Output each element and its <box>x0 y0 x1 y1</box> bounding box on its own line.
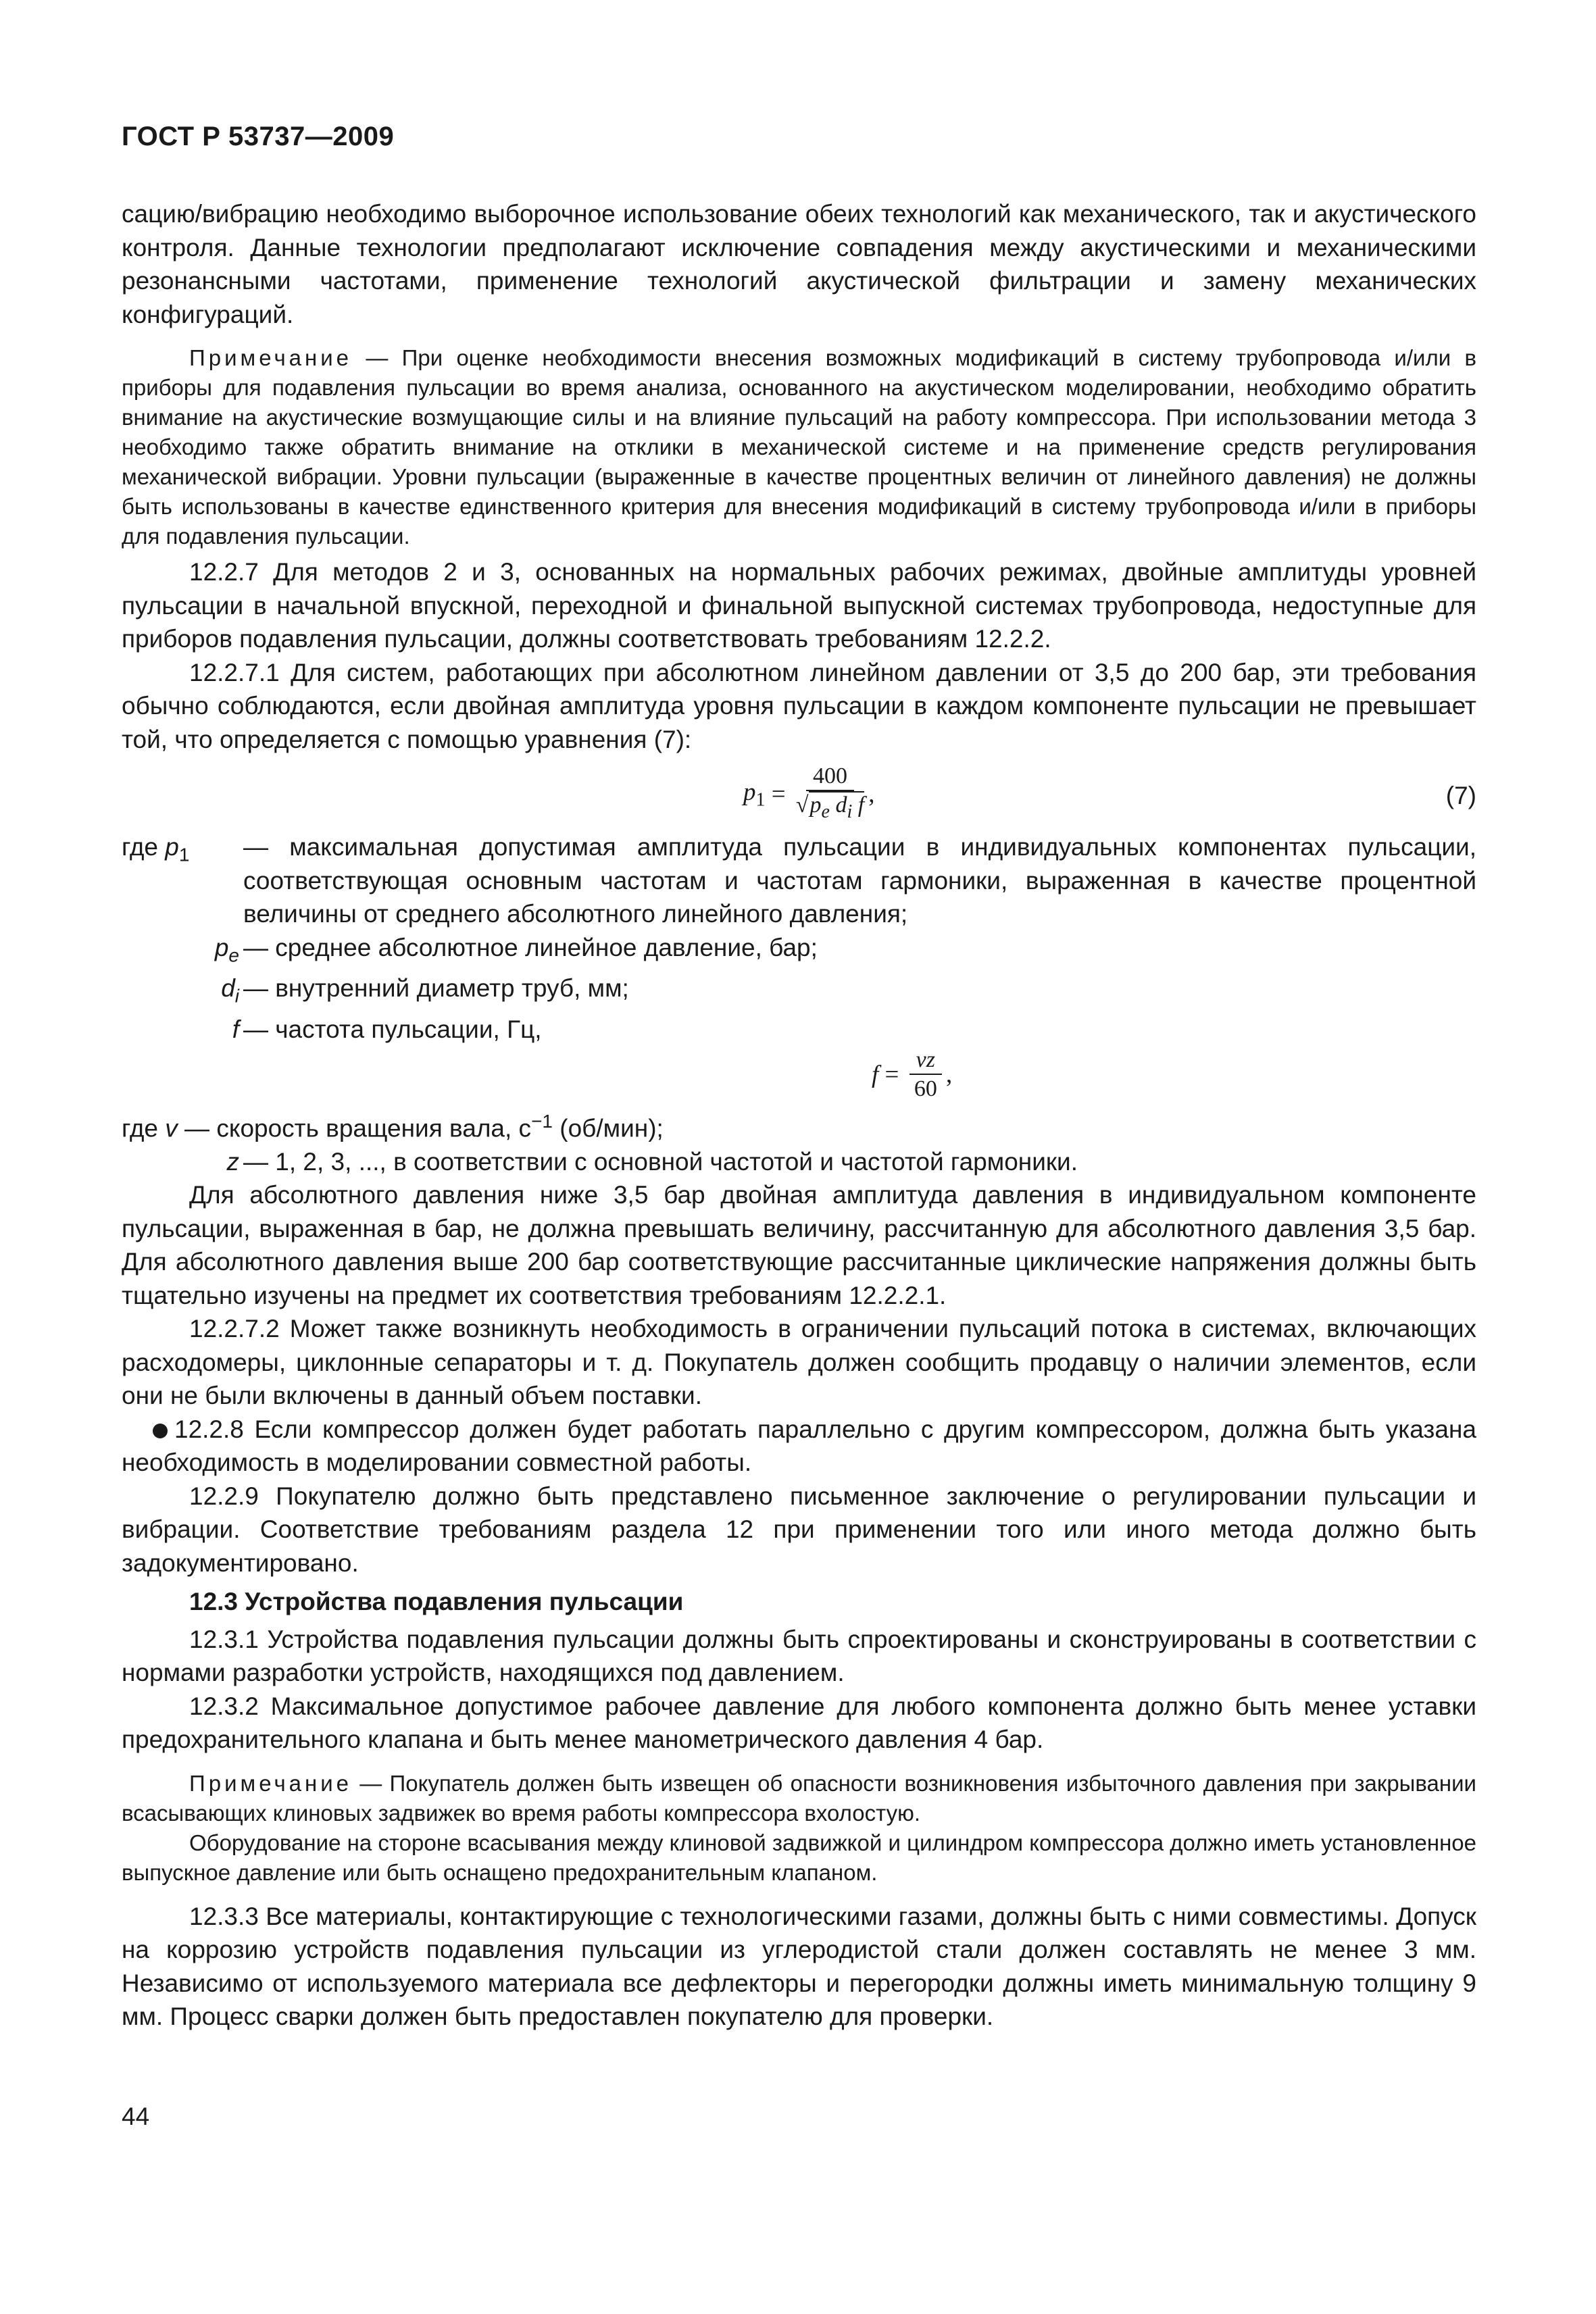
note-1 <box>122 343 1476 551</box>
clause-12-3-1: 12.3.1 Устройства подавления пульсации должны быть спроектированы и сконструированы в соответствии с нормами разработки устройств, находящихся под давлением. <box>122 1625 1476 1687</box>
equation-7 <box>122 756 1476 830</box>
page-content <box>122 197 1476 2034</box>
definition-row: $p_e$ — среднее абсолютное линейное давление, бар; <box>214 933 818 965</box>
document-header: ГОСТ Р 53737—2009 <box>122 122 395 151</box>
definition-row: где $p_1$ — максимальная допустимая амплитуда пульсации в индивидуальных компонентах пульсации, соответствующая основным частотам и частотам гармоники, выраженная в качестве процентной величины от среднего абсолютного линейного давления; <box>122 833 1476 928</box>
clause-12-2-7-1: 12.2.7.1 Для систем, работающих при абсолютном линейном давлении от 3,5 до 200 бар, эти требования обычно соблюдаются, если двойная амплитуда уровня пульсации в каждом компоненте пульсации не превышает той, что определяется с помощью уравнения (7): <box>122 658 1476 753</box>
clause-12-3-2: 12.3.2 Максимальное допустимое рабочее давление для любого компонента должно быть менее уставки предохранительного клапана и быть менее манометрического давления 4 бар. <box>122 1692 1476 1754</box>
clause-12-2-8: 12.2.8 Если компрессор должен будет работать параллельно с другим компрессором, должна быть указана необходимость в моделировании совместной работы. <box>122 1415 1476 1477</box>
frequency-fraction: $\frac{vz}{60}$ <box>909 1047 942 1103</box>
equation-7-fraction: $\frac{400}{√p_e d_i f}$ <box>795 763 865 822</box>
definition-row: f — частота пульсации, Гц, <box>232 1015 542 1044</box>
clause-12-2-7: 12.2.7 Для методов 2 и 3, основанных на нормальных рабочих режимах, двойные амплитуды уровней пульсации в начальной впускной, переходной и финальной выпускной системах трубопровода, недоступные для приборов подавления пульсации, должны соответствовать требованиям 12.2.2. <box>122 558 1476 653</box>
note-label: Примечание <box>189 1770 353 1796</box>
equation-7-expression: $p_1$ = $\frac{400}{√p_e d_i f}$ , <box>743 763 874 826</box>
definition-row: z — 1, 2, 3, ..., в соответствии с основной частотой и частотой гармоники. <box>226 1147 1078 1176</box>
definitions-list <box>122 830 1476 1047</box>
definitions-list-2 <box>122 1105 1476 1178</box>
note-2 <box>122 1769 1476 1828</box>
change-marker-bullet-icon <box>153 1424 168 1438</box>
paragraph-continuation: сацию/вибрацию необходимо выборочное использование обеих технологий как механического, так и акустического контроля. Данные технологии предполагают исключение совпадения между акустическими и механическими резонансными частотами, применение технологий акустической фильтрации и замену механических конфигураций. <box>122 200 1476 328</box>
note-label: Примечание <box>189 345 353 370</box>
clause-12-2-9: 12.2.9 Покупателю должно быть представлено письменное заключение о регулировании пульсации и вибрации. Соответствие требованиям раздела 12 при применении того или иного метода должно быть задокументировано. <box>122 1482 1476 1577</box>
paragraph-absolute-pressure: Для абсолютного давления ниже 3,5 бар двойная амплитуда давления в индивидуальном компоненте пульсации, выраженная в бар, не должна превышать величину, рассчитанную для абсолютного давления 3,5 бар. Для абсолютного давления выше 200 бар соответствующие рассчитанные циклические напряжения должны быть тщательно изучены на предмет их соответствия требованиям 12.2.2.1. <box>122 1181 1476 1309</box>
section-heading-12-3: 12.3 Устройства подавления пульсации <box>189 1588 684 1616</box>
clause-12-3-3: 12.3.3 Все материалы, контактирующие с технологическими газами, должны быть с ними совместимы. Допуск на коррозию устройств подавления пульсации из углеродистой стали должен составлять не менее 3 мм. Независимо от используемого материала все дефлекторы и перегородки должны иметь минимальную толщину 9 мм. Процесс сварки должен быть предоставлен покупателю для проверки. <box>122 1902 1476 2031</box>
note-2-continuation: Оборудование на стороне всасывания между клиновой задвижкой и цилиндром компрессора должно иметь установленное выпускное давление или быть оснащено предохранительным клапаном. <box>122 1830 1476 1885</box>
clause-12-2-7-2: 12.2.7.2 Может также возникнуть необходимость в ограничении пульсаций потока в системах, включающих расходомеры, циклонные сепараторы и т. д. Покупатель должен сообщить продавцу о наличии элементов, если они не были включены в данный объем поставки. <box>122 1315 1476 1410</box>
page-number: 44 <box>122 2103 150 2130</box>
note-text: — Покупатель должен быть извещен об опасности возникновения избыточного давления при закрывании всасывающих клиновых задвижек во время работы компрессора вхолостую. <box>122 1770 1476 1826</box>
note-text: — При оценке необходимости внесения возможных модификаций в систему трубопровода и/или в приборы для подавления пульсации во время анализа, основанного на акустическом моделировании, необходимо обратить внимание на акустические возмущающие силы и на влияние пульсаций на работу компрессора. При использовании метода 3 необходимо также обратить внимание на отклики в механической системе и на применение средств регулирования механической вибрации. Уровни пульсации (выраженные в качестве процентных величин от линейного давления) не должны быть использованы в качестве единственного критерия для внесения модификаций в систему трубопровода и/или в приборы для подавления пульсации. <box>122 345 1476 549</box>
definition-row: $d_i$ — внутренний диаметр труб, мм; <box>221 974 629 1007</box>
definition-row: где v — скорость вращения вала, $с^{-1}$ (об/мин); <box>122 1110 664 1142</box>
equation-number: (7) <box>1445 782 1476 809</box>
equation-frequency-expression: f = $\frac{vz}{60}$ , <box>872 1047 952 1103</box>
equation-frequency <box>122 1047 1476 1105</box>
